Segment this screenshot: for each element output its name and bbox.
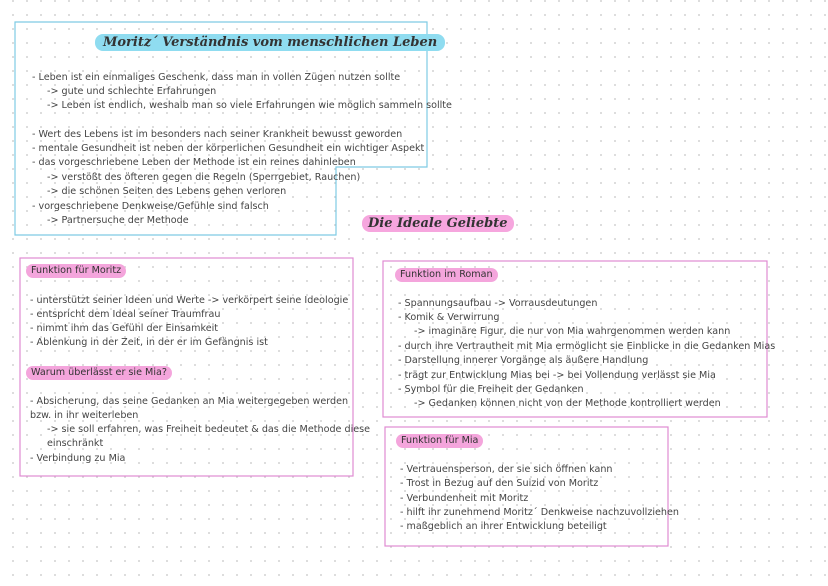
- text-line: - hilft ihr zunehmend Moritz´ Denkweise nachzuvollziehen: [400, 507, 679, 518]
- text-line: -> Gedanken können nicht von der Methode kontrolliert werden: [414, 398, 721, 409]
- box-roman-label: Funktion im Roman: [395, 268, 498, 282]
- text-line: einschränkt: [47, 438, 104, 449]
- text-line: - Verbundenheit mit Moritz: [400, 493, 529, 504]
- text-line: - Absicherung, das seine Gedanken an Mia weitergegeben werden: [30, 396, 349, 407]
- section2-title: Die Ideale Geliebte: [362, 216, 514, 231]
- text-line: -> gute und schlechte Erfahrungen: [47, 86, 217, 97]
- text-line: -> sie soll erfahren, was Freiheit bedeutet & das die Methode diese: [47, 424, 371, 435]
- text-line: -> die schönen Seiten des Lebens gehen verloren: [47, 186, 287, 197]
- text-line: - Symbol für die Freiheit der Gedanken: [398, 384, 584, 395]
- box-mia-label: Funktion für Mia: [396, 434, 483, 448]
- text-line: - Wert des Lebens ist im besonders nach seiner Krankheit bewusst geworden: [32, 129, 403, 140]
- text-line: - maßgeblich an ihrer Entwicklung beteiligt: [400, 521, 607, 532]
- text-line: - mentale Gesundheit ist neben der körperlichen Gesundheit ein wichtiger Aspekt: [32, 143, 425, 154]
- text-line: - das vorgeschriebene Leben der Methode ist ein reines dahinleben: [32, 157, 356, 168]
- text-line: -> verstößt des öfteren gegen die Regeln (Sperrgebiet, Rauchen): [47, 172, 361, 183]
- text-line: - trägt zur Entwicklung Mias bei -> bei Vollendung verlässt sie Mia: [398, 370, 716, 381]
- text-line: - durch ihre Vertrautheit mit Mia ermöglicht sie Einblicke in die Gedanken Mias: [398, 341, 776, 352]
- text-line: -> Partnersuche der Methode: [47, 215, 189, 226]
- text-line: -> imaginäre Figur, die nur von Mia wahrgenommen werden kann: [414, 326, 731, 337]
- text-line: -> Leben ist endlich, weshalb man so viele Erfahrungen wie möglich sammeln sollte: [47, 100, 452, 111]
- text-line: - nimmt ihm das Gefühl der Einsamkeit: [30, 323, 219, 334]
- box-moritz-label: Funktion für Moritz: [26, 264, 126, 278]
- section1-title: Moritz´ Verständnis vom menschlichen Leben: [95, 35, 445, 50]
- text-line: - Verbindung zu Mia: [30, 453, 126, 464]
- text-line: - Spannungsaufbau -> Vorrausdeutungen: [398, 298, 598, 309]
- box-moritz-question: Warum überlässt er sie Mia?: [26, 366, 172, 380]
- text-line: - Trost in Bezug auf den Suizid von Moritz: [400, 478, 599, 489]
- text-line: - vorgeschriebene Denkweise/Gefühle sind falsch: [32, 201, 269, 212]
- text-line: - unterstützt seiner Ideen und Werte -> verkörpert seine Ideologie: [30, 295, 349, 306]
- text-line: - entspricht dem Ideal seiner Traumfrau: [30, 309, 221, 320]
- text-line: bzw. in ihr weiterleben: [30, 410, 139, 421]
- text-line: - Ablenkung in der Zeit, in der er im Gefängnis ist: [30, 337, 268, 348]
- text-line: - Leben ist ein einmaliges Geschenk, dass man in vollen Zügen nutzen sollte: [32, 72, 401, 83]
- text-line: - Darstellung innerer Vorgänge als äußere Handlung: [398, 355, 649, 366]
- text-line: - Vertrauensperson, der sie sich öffnen kann: [400, 464, 613, 475]
- text-line: - Komik & Verwirrung: [398, 312, 500, 323]
